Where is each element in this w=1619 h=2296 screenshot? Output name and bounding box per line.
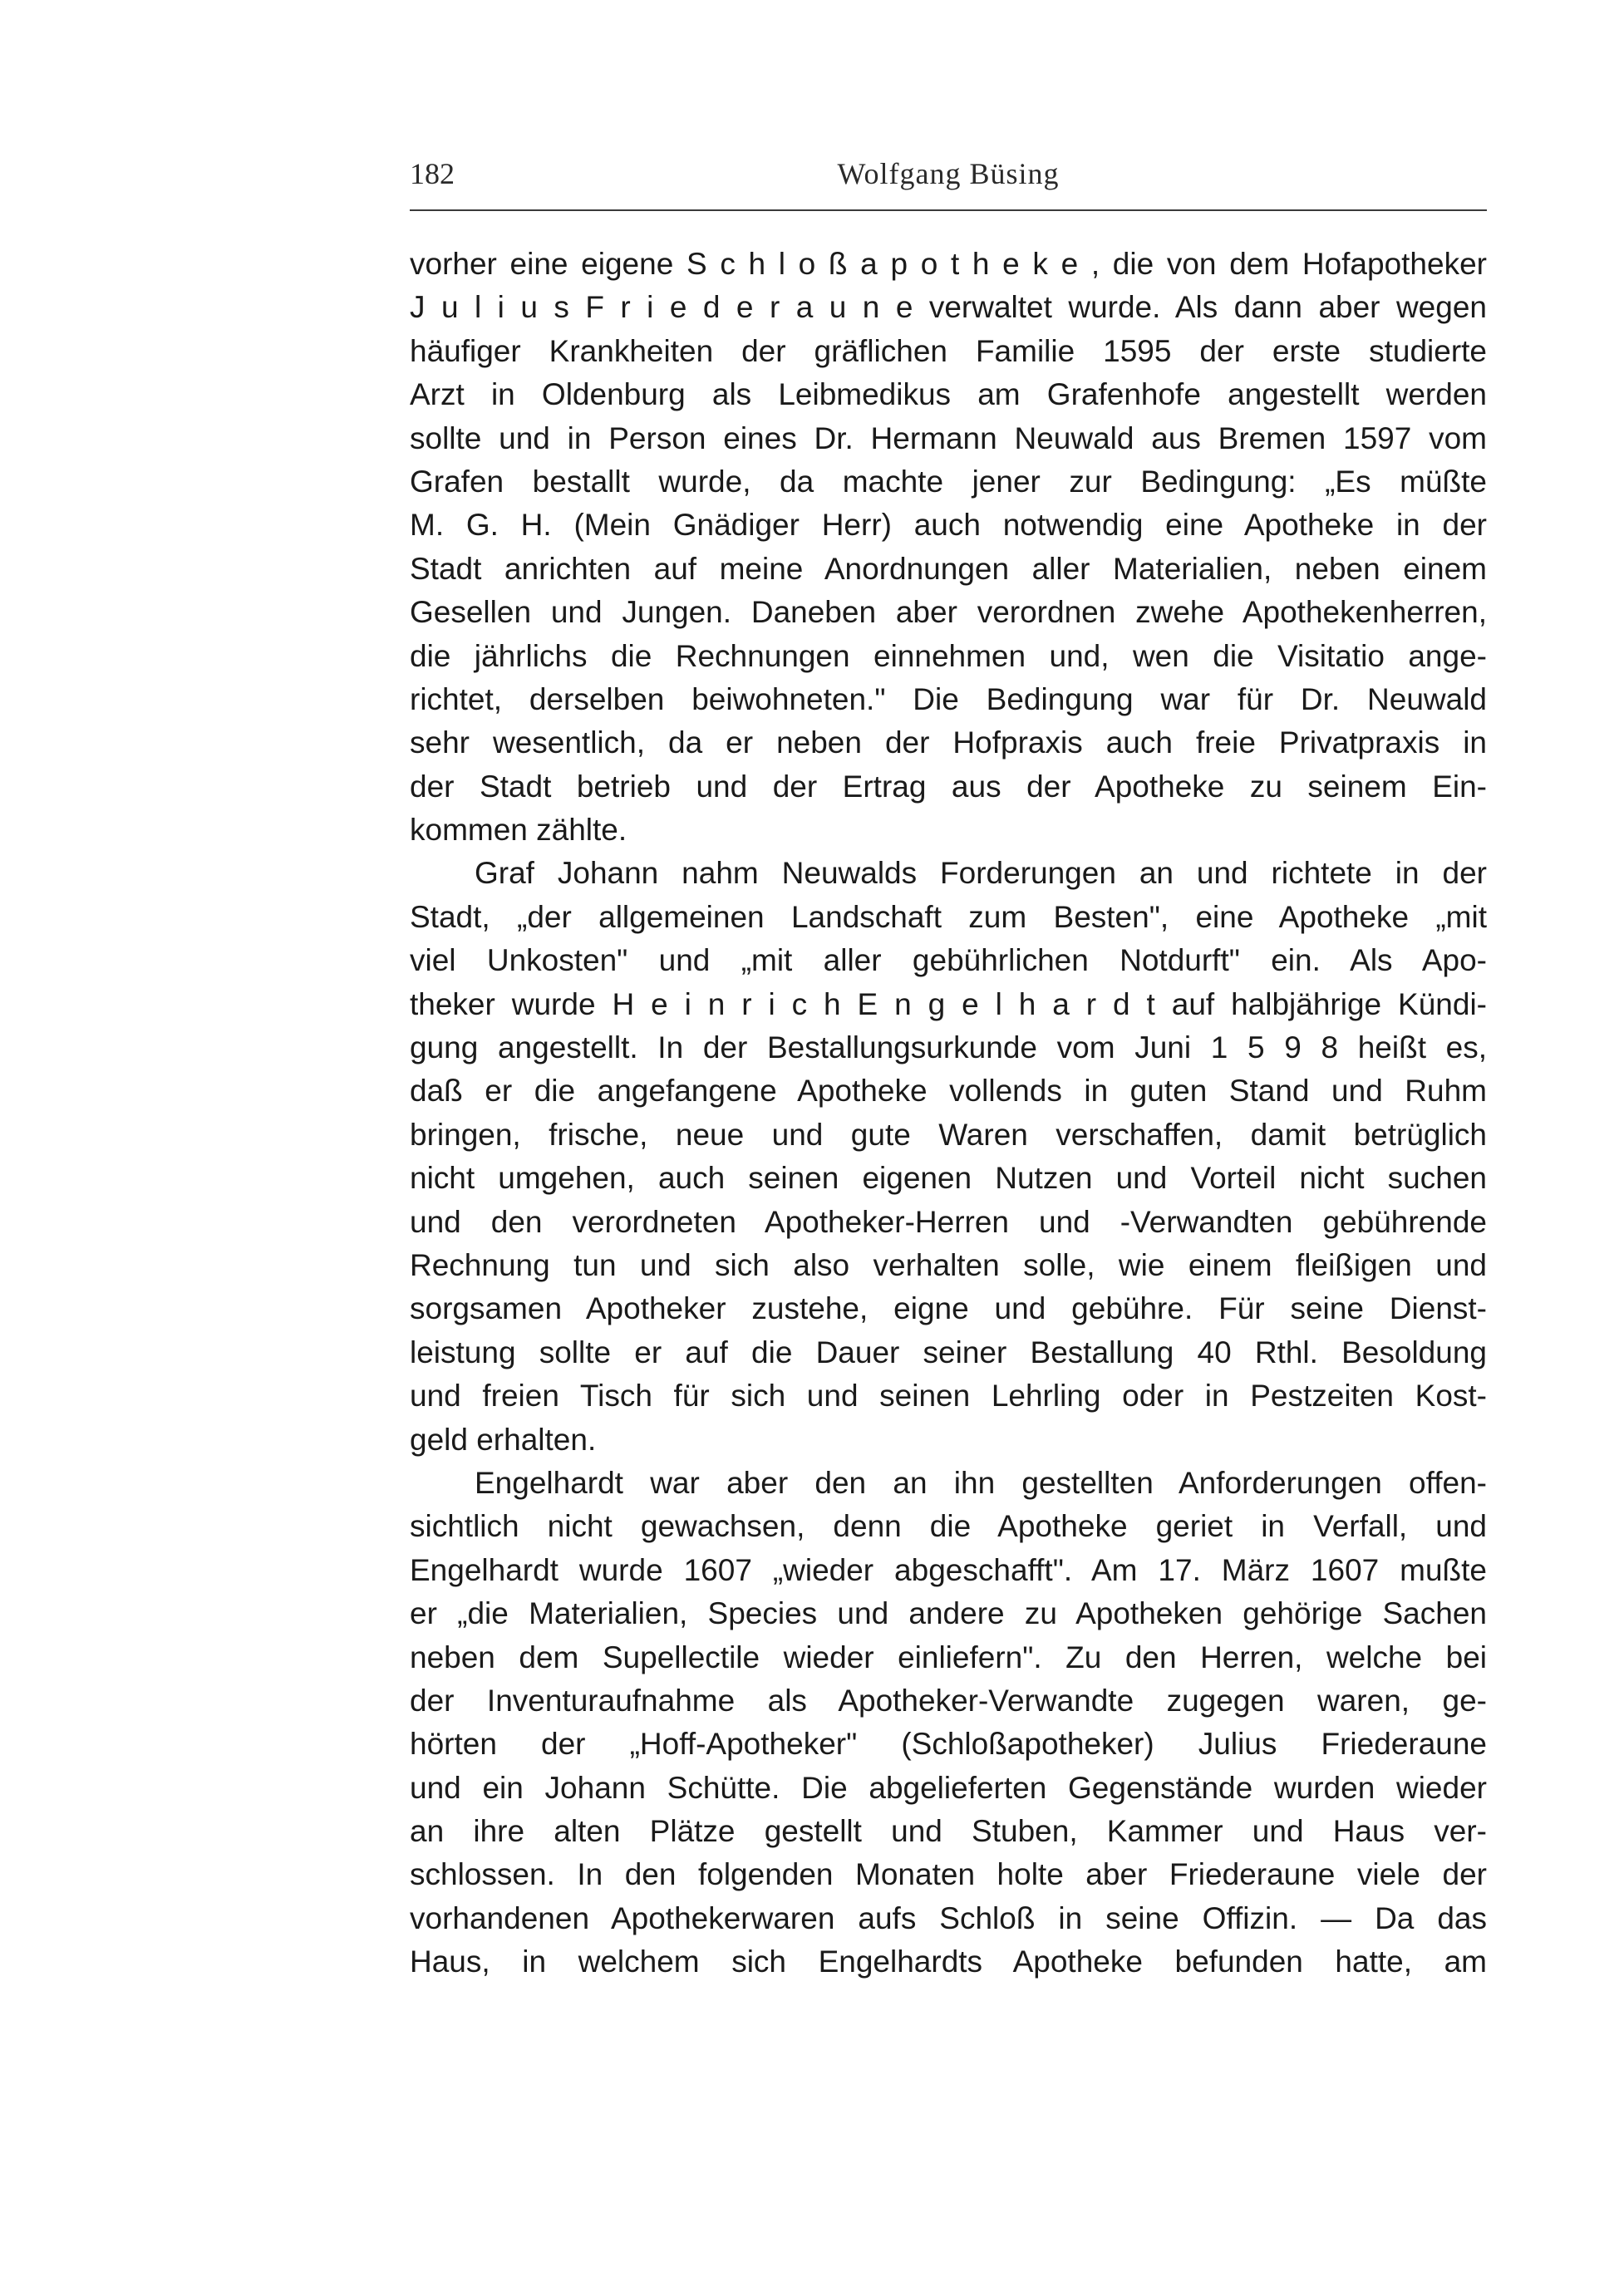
text-line: an ihre alten Plätze gestellt und Stuben, Kammer und Haus ver-: [410, 1814, 1487, 1849]
text-line: geld erhalten.: [410, 1422, 597, 1457]
text-line: nicht umgehen, auch seinen eigenen Nutzen und Vorteil nicht suchen: [410, 1161, 1487, 1196]
running-head-author: Wolfgang Büsing: [837, 157, 1060, 190]
text-line: und ein Johann Schütte. Die abgelieferten Gegenstände wurden wieder: [410, 1770, 1487, 1805]
body-text: [410, 243, 1487, 1984]
text-line: Engelhardt war aber den an ihn gestellten Anforderungen offen-: [475, 1465, 1487, 1500]
text-line: leistung sollte er auf die Dauer seiner Bestallung 40 Rthl. Besoldung: [410, 1335, 1487, 1369]
text-line: die jährlichs die Rechnungen einnehmen und, wen die Visitatio ange-: [410, 638, 1487, 673]
text-line: Gesellen und Jungen. Daneben aber verordnen zwehe Apothekenherren,: [410, 595, 1487, 630]
text-line: Stadt anrichten auf meine Anordnungen aller Materialien, neben einem: [410, 551, 1487, 586]
text-line: der Stadt betrieb und der Ertrag aus der Apotheke zu seinem Ein-: [410, 769, 1487, 804]
text-line: vorher eine eigene S c h l o ß a p o t h e k e , die von dem Hofapotheker: [410, 247, 1487, 281]
text-line: bringen, frische, neue und gute Waren verschaffen, damit betrüglich: [410, 1117, 1487, 1152]
text-line: Haus, in welchem sich Engelhardts Apotheke befunden hatte, am: [410, 1944, 1487, 1979]
text-line: und freien Tisch für sich und seinen Lehrling oder in Pestzeiten Kost-: [410, 1379, 1487, 1413]
text-line: sichtlich nicht gewachsen, denn die Apotheke geriet in Verfall, und: [410, 1509, 1487, 1544]
paragraph-3: [410, 1462, 1487, 1984]
paragraph-1: [410, 243, 1487, 852]
text-line: und den verordneten Apotheker-Herren und -Verwandten gebührende: [410, 1204, 1487, 1239]
text-line: er „die Materialien, Species und andere zu Apotheken gehörige Sachen: [410, 1596, 1487, 1631]
text-line: kommen zählte.: [410, 813, 627, 848]
text-line: der Inventuraufnahme als Apotheker-Verwandte zugegen waren, ge-: [410, 1683, 1487, 1718]
text-line: sollte und in Person eines Dr. Hermann Neuwald aus Bremen 1597 vom: [410, 420, 1487, 455]
text-line: richtet, derselben beiwohneten." Die Bedingung war für Dr. Neuwald: [410, 681, 1487, 716]
text-line: M. G. H. (Mein Gnädiger Herr) auch notwendig eine Apotheke in der: [410, 508, 1487, 543]
text-line: Grafen bestallt wurde, da machte jener zur Bedingung: „Es müßte: [410, 464, 1487, 499]
text-line: viel Unkosten" und „mit aller gebührlichen Notdurft" ein. Als Apo-: [410, 943, 1487, 978]
text-line: Arzt in Oldenburg als Leibmedikus am Grafenhofe angestellt werden: [410, 377, 1487, 412]
paragraph-2: [410, 852, 1487, 1461]
text-line: daß er die angefangene Apotheke vollends in guten Stand und Ruhm: [410, 1074, 1487, 1109]
page-header: [410, 156, 1487, 206]
text-line: sehr wesentlich, da er neben der Hofpraxis auch freie Privatpraxis in: [410, 725, 1487, 760]
text-line: vorhandenen Apothekerwaren aufs Schloß in seine Offizin. — Da das: [410, 1900, 1487, 1935]
text-line: theker wurde H e i n r i c h E n g e l h a r d t auf halbjährige Kündi-: [410, 986, 1487, 1021]
text-line: häufiger Krankheiten der gräflichen Familie 1595 der erste studierte: [410, 333, 1487, 368]
text-line: Rechnung tun und sich also verhalten solle, wie einem fleißigen und: [410, 1247, 1487, 1282]
header-rule: [410, 209, 1487, 211]
text-line: gung angestellt. In der Bestallungsurkunde vom Juni 1 5 9 8 heißt es,: [410, 1030, 1487, 1065]
text-line: Stadt, „der allgemeinen Landschaft zum Besten", eine Apotheke „mit: [410, 899, 1487, 934]
text-line: Engelhardt wurde 1607 „wieder abgeschafft". Am 17. März 1607 mußte: [410, 1552, 1487, 1587]
text-line: neben dem Supellectile wieder einliefern". Zu den Herren, welche bei: [410, 1640, 1487, 1674]
text-line: sorgsamen Apotheker zustehe, eigne und gebühre. Für seine Dienst-: [410, 1291, 1487, 1326]
text-line: schlossen. In den folgenden Monaten holte aber Friederaune viele der: [410, 1857, 1487, 1892]
text-line: Graf Johann nahm Neuwalds Forderungen an und richtete in der: [475, 856, 1487, 891]
text-line: hörten der „Hoff-Apotheker" (Schloßapotheker) Julius Friederaune: [410, 1727, 1487, 1762]
text-line: J u l i u s F r i e d e r a u n e verwaltet wurde. Als dann aber wegen: [410, 290, 1487, 325]
page-number: 182: [410, 157, 455, 190]
